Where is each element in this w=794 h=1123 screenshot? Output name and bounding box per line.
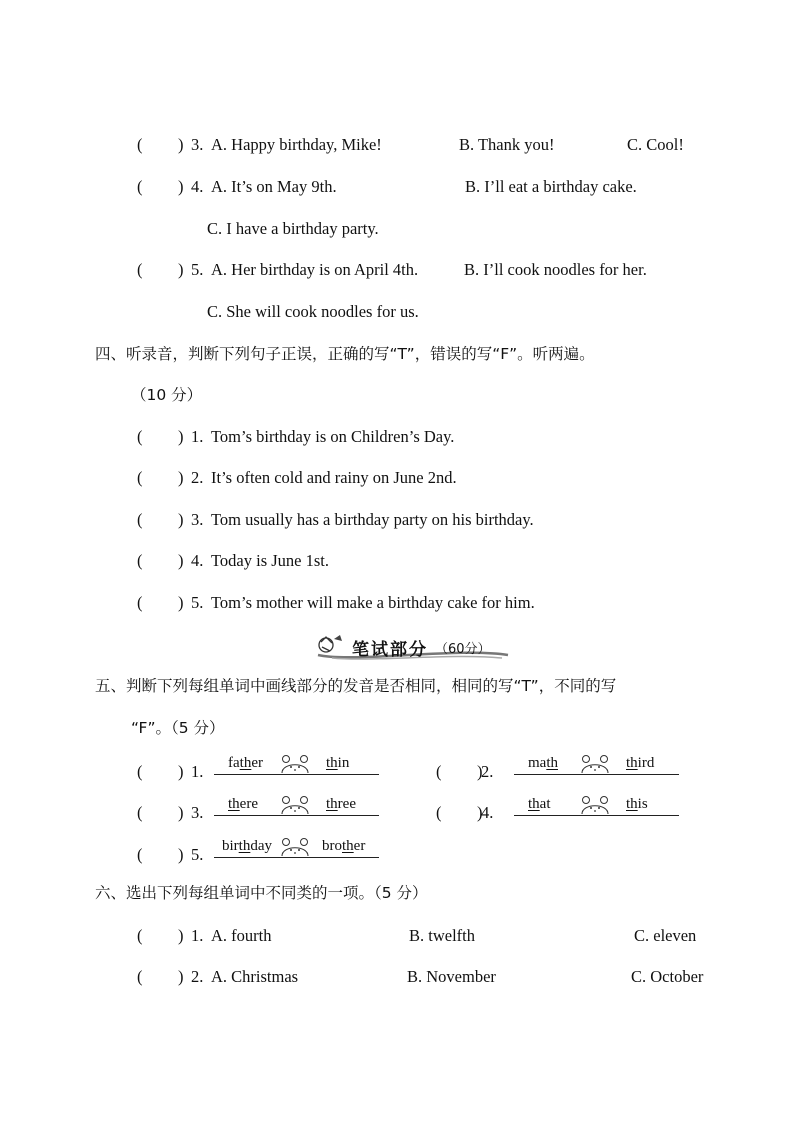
underlined-letters: th — [238, 838, 251, 854]
bear-icon — [580, 795, 610, 815]
item-number: 5. — [191, 593, 204, 612]
statement-text: Tom’s mother will make a birthday cake for him. — [211, 593, 535, 612]
banner-title: 笔试部分 — [352, 640, 428, 660]
answer-paren-open: ( — [137, 593, 143, 612]
answer-paren-open: ( — [436, 803, 442, 822]
banner-score: （60分） — [435, 642, 491, 657]
question-number: 3. — [191, 135, 204, 154]
word-pair — [514, 751, 679, 777]
underlined-letters: th — [239, 755, 252, 771]
word-first — [528, 795, 551, 813]
section-5-title-cont: “F”。（5 分） — [131, 719, 225, 737]
item-number: 4. — [191, 551, 204, 570]
bear-icon — [280, 795, 310, 815]
answer-paren-close: ) — [178, 803, 184, 822]
word-part: bir — [222, 838, 239, 854]
option-a: A. Her birthday is on April 4th. — [211, 260, 419, 279]
answer-paren-open: ( — [137, 260, 143, 279]
word-part: ma — [528, 755, 547, 771]
underlined-letters: th — [546, 755, 558, 771]
answer-paren-open: ( — [137, 551, 143, 570]
answer-paren-close: ) — [178, 551, 184, 570]
question-number: 4. — [191, 177, 204, 196]
word-part: day — [250, 838, 273, 854]
option-c: C. Cool! — [627, 135, 684, 154]
word-first — [228, 754, 263, 772]
answer-paren-open: ( — [436, 762, 442, 781]
word-first — [222, 837, 272, 855]
item-number: 1. — [191, 427, 204, 446]
answer-line — [214, 774, 379, 775]
option-b: B. I’ll cook noodles for her. — [464, 260, 647, 279]
item-number: 3. — [191, 803, 204, 822]
answer-paren-close: ) — [178, 510, 184, 529]
word-second — [322, 837, 365, 855]
answer-paren-close: ) — [178, 762, 184, 781]
word-part: bro — [322, 838, 342, 854]
answer-line — [514, 774, 679, 775]
answer-line — [214, 815, 379, 816]
answer-paren-open: ( — [137, 967, 143, 986]
answer-paren-close: ) — [477, 762, 483, 781]
answer-paren-close: ) — [178, 845, 184, 864]
word-part: in — [337, 755, 350, 771]
answer-paren-close: ) — [178, 468, 184, 487]
option-a: A. Christmas — [211, 967, 299, 986]
answer-line — [214, 857, 379, 858]
answer-paren-close: ) — [178, 967, 184, 986]
item-number: 2. — [191, 967, 204, 986]
section-4-title: 四、听录音，判断下列句子正误，正确的写“T”，错误的写“F”。听两遍。 — [95, 345, 595, 363]
answer-paren-open: ( — [137, 177, 143, 196]
item-number: 2. — [191, 468, 204, 487]
answer-paren-open: ( — [137, 468, 143, 487]
answer-paren-close: ) — [178, 593, 184, 612]
item-number: 1. — [191, 762, 204, 781]
word-part: er — [353, 838, 366, 854]
word-pair — [214, 834, 379, 860]
underlined-letters: th — [626, 755, 638, 771]
answer-paren-open: ( — [137, 845, 143, 864]
underlined-letters: th — [228, 796, 240, 812]
word-part: ird — [637, 755, 655, 771]
answer-paren-open: ( — [137, 926, 143, 945]
section-5-title: 五、判断下列每组单词中画线部分的发音是否相同，相同的写“T”，不同的写 — [95, 677, 617, 695]
statement-text: Tom’s birthday is on Children’s Day. — [211, 427, 455, 446]
question-number: 5. — [191, 260, 204, 279]
option-b: B. twelfth — [409, 926, 475, 945]
answer-line — [514, 815, 679, 816]
word-part: ere — [239, 796, 258, 812]
option-b: B. Thank you! — [459, 135, 555, 154]
item-number: 3. — [191, 510, 204, 529]
word-first — [228, 795, 258, 813]
option-c: C. October — [631, 967, 704, 986]
option-c: C. I have a birthday party. — [207, 219, 379, 238]
option-b: B. I’ll eat a birthday cake. — [465, 177, 637, 196]
answer-paren-close: ) — [477, 803, 483, 822]
underlined-letters: th — [528, 796, 540, 812]
underlined-letters: th — [342, 838, 354, 854]
word-pair — [514, 792, 679, 818]
word-second — [326, 795, 356, 813]
word-pair — [214, 751, 379, 777]
word-first — [528, 754, 558, 772]
answer-paren-close: ) — [178, 427, 184, 446]
item-number: 1. — [191, 926, 204, 945]
option-a: A. It’s on May 9th. — [211, 177, 337, 196]
word-pair — [214, 792, 379, 818]
section-4-score: （10 分） — [131, 386, 203, 404]
item-number: 5. — [191, 845, 204, 864]
underlined-letters: th — [626, 796, 638, 812]
option-b: B. November — [407, 967, 496, 986]
word-part: er — [251, 755, 263, 771]
bear-icon — [280, 837, 310, 857]
word-part: at — [539, 796, 551, 812]
written-part-banner — [312, 633, 512, 661]
bear-icon — [580, 754, 610, 774]
item-number: 4. — [481, 803, 494, 822]
answer-paren-close: ) — [178, 135, 184, 154]
word-part: fa — [228, 755, 240, 771]
option-c: C. eleven — [634, 926, 697, 945]
answer-paren-open: ( — [137, 427, 143, 446]
word-second — [326, 754, 349, 772]
answer-paren-close: ) — [178, 926, 184, 945]
statement-text: It’s often cold and rainy on June 2nd. — [211, 468, 457, 487]
word-second — [626, 754, 654, 772]
bear-icon — [280, 754, 310, 774]
answer-paren-open: ( — [137, 803, 143, 822]
option-c: C. She will cook noodles for us. — [207, 302, 419, 321]
item-number: 2. — [481, 762, 494, 781]
word-part: is — [637, 796, 648, 812]
answer-paren-open: ( — [137, 135, 143, 154]
answer-paren-close: ) — [178, 177, 184, 196]
statement-text: Tom usually has a birthday party on his birthday. — [211, 510, 534, 529]
answer-paren-open: ( — [137, 510, 143, 529]
answer-paren-open: ( — [137, 762, 143, 781]
word-second — [626, 795, 648, 813]
option-a: A. fourth — [211, 926, 272, 945]
underlined-letters: th — [326, 755, 338, 771]
answer-paren-close: ) — [178, 260, 184, 279]
word-part: ree — [337, 796, 356, 812]
section-6-title: 六、选出下列每组单词中不同类的一项。（5 分） — [95, 884, 428, 902]
underlined-letters: th — [326, 796, 338, 812]
statement-text: Today is June 1st. — [211, 551, 330, 570]
option-a: A. Happy birthday, Mike! — [211, 135, 382, 154]
